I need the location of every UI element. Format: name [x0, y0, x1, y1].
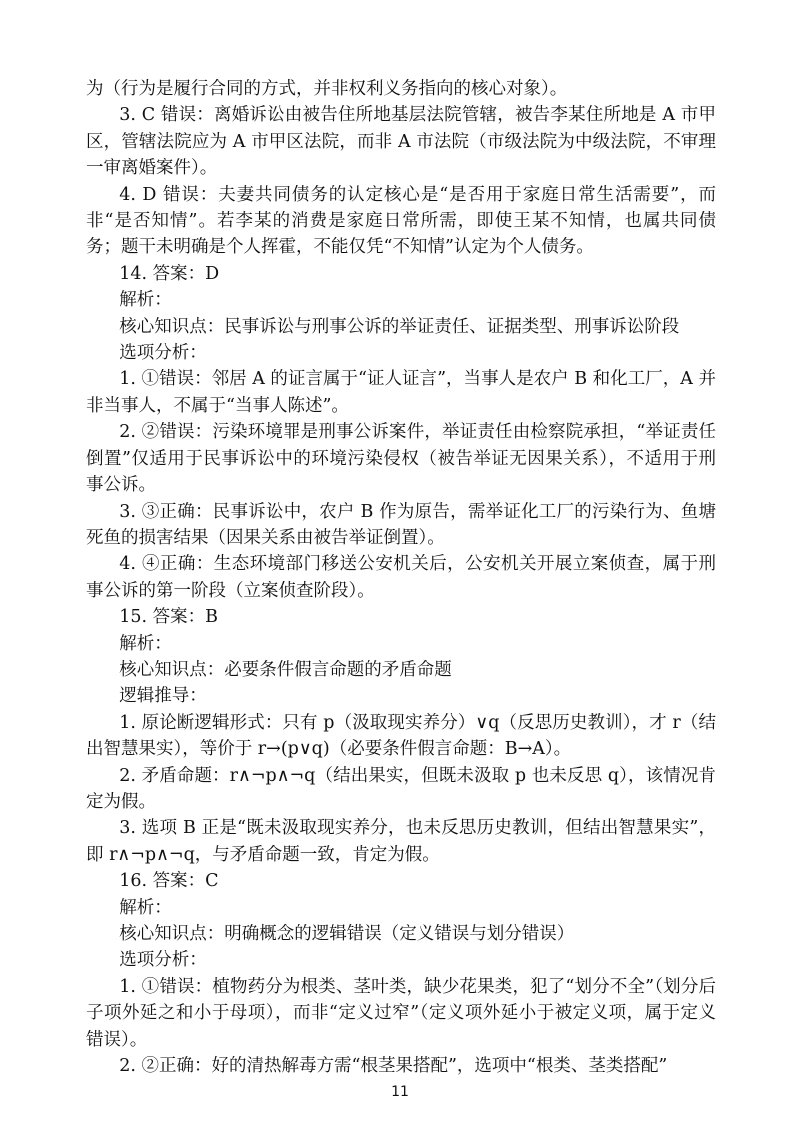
paragraph: 解析：: [119, 633, 172, 654]
paragraph: 1. ①错误：植物药分为根类、茎叶类，缺少花果类，犯了“划分不全”（划分后子项外延之和小于母项），而非“定义过窄”（定义项外延小于被定义项，属于定义错误）。: [86, 976, 716, 1050]
paragraph: 核心知识点：必要条件假言命题的矛盾命题: [119, 659, 452, 680]
paragraph: 3. ③正确：民事诉讼中，农户 B 作为原告，需举证化工厂的污染行为、鱼塘死鱼的损害结果（因果关系由被告举证倒置）。: [86, 501, 716, 548]
page-number: 11: [391, 1084, 409, 1100]
paragraph: 逻辑推导：: [119, 686, 207, 707]
paragraph: 2. 矛盾命题：r∧¬p∧¬q（结出果实，但既未汲取 p 也未反思 q），该情况肯定为假。: [86, 765, 716, 812]
paragraph: 1. ①错误：邻居 A 的证言属于“证人证言”，当事人是农户 B 和化工厂，A 并非当事人，不属于“当事人陈述”。: [86, 369, 716, 416]
paragraph: 2. ②错误：污染环境罪是刑事公诉案件，举证责任由检察院承担，“举证责任倒置”仅适用于民事诉讼中的环境污染侵权（被告举证无因果关系），不适用于刑事公诉。: [86, 422, 716, 496]
paragraph: 解析：: [119, 897, 172, 918]
paragraph: 4. D 错误：夫妻共同债务的认定核心是“是否用于家庭日常生活需要”，而非“是否知情”。若李某的消费是家庭日常所需，即使王某不知情，也属共同债务；题干未明确是个人挥霍，不能仅凭“不知情”认定为个人债务。: [86, 184, 716, 258]
paragraph: 16. 答案：C: [119, 871, 219, 892]
paragraph: 选项分析：: [119, 343, 207, 364]
document-page-body: [86, 76, 716, 1079]
paragraph: 15. 答案：B: [119, 607, 219, 628]
paragraph: 为（行为是履行合同的方式，并非权利义务指向的核心对象）。: [86, 79, 568, 99]
paragraph: 3. 选项 B 正是“既未汲取现实养分，也未反思历史教训，但结出智慧果实”，即 r∧¬p∧¬q，与矛盾命题一致，肯定为假。: [86, 818, 716, 865]
paragraph: 选项分析：: [119, 950, 207, 971]
paragraph: 1. 原论断逻辑形式：只有 p（汲取现实养分）∨q（反思历史教训），才 r（结出智慧果实），等价于 r→(p∨q)（必要条件假言命题：B→A）。: [86, 712, 716, 760]
paragraph: 4. ④正确：生态环境部门移送公安机关后，公安机关开展立案侦查，属于刑事公诉的第一阶段（立案侦查阶段）。: [86, 554, 716, 601]
paragraph: 14. 答案：D: [119, 263, 220, 284]
paragraph: 3. C 错误：离婚诉讼由被告住所地基层法院管辖，被告李某住所地是 A 市甲区，管辖法院应为 A 市甲区法院，而非 A 市法院（市级法院为中级法院，不审理一审离婚案件）。: [86, 105, 716, 179]
paragraph: 核心知识点：民事诉讼与刑事公诉的举证责任、证据类型、刑事诉讼阶段: [119, 316, 680, 337]
paragraph: 2. ②正确：好的清热解毒方需“根茎果搭配”，选项中“根类、茎类搭配”: [119, 1056, 668, 1077]
paragraph: 核心知识点：明确概念的逻辑错误（定义错误与划分错误）: [119, 924, 575, 944]
paragraph: 解析：: [119, 290, 172, 311]
